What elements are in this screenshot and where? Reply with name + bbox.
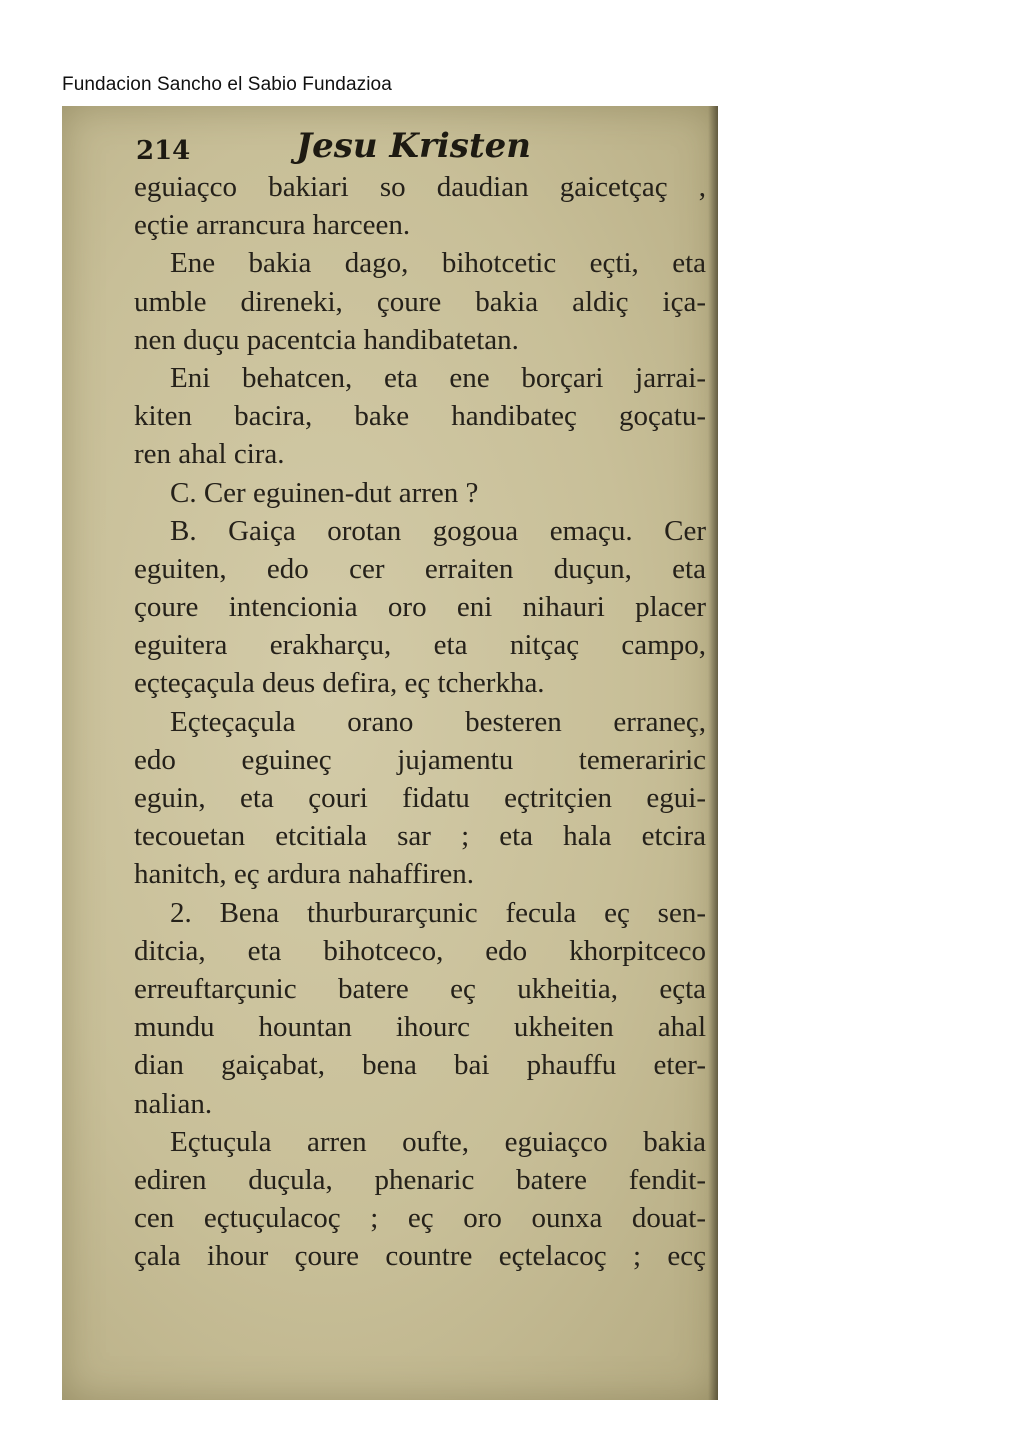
page-body-text	[134, 168, 706, 1275]
text-line: B. Gaiça orotan gogoua emaçu. Cer	[170, 514, 706, 547]
text-line: erreuftarçunic batere eç ukheitia, eçta	[134, 972, 706, 1005]
text-line: eguin, eta çouri fidatu eçtritçien egui-	[134, 782, 706, 814]
text-line: çoure intencionia oro eni nihauri placer	[134, 591, 706, 624]
text-line: nen duçu pacentcia handibatetan.	[134, 323, 519, 356]
text-line: C. Cer eguinen-dut arren ?	[170, 476, 479, 509]
page-number: 214	[136, 136, 191, 166]
text-line: umble direnеki, çoure bakia aldiç iça-	[134, 285, 706, 318]
text-line: çala ihour çoure countre eçtelacoç ; ecç	[134, 1240, 706, 1273]
text-line: mundu hountan ihourc ukheiten ahal	[134, 1011, 706, 1044]
library-credit-header: Fundacion Sancho el Sabio Fundazioa	[62, 74, 392, 95]
text-line: nalian.	[134, 1087, 213, 1120]
text-line: eguitera erakharçu, eta nitçaç campo,	[134, 629, 706, 662]
running-title: Jesu Kristen	[296, 126, 531, 166]
text-line: tecouetan etcitiala sar ; eta hala etcira	[134, 820, 706, 853]
text-line: hanitch, eç ardura nahaffiren.	[134, 858, 475, 891]
text-line: cen eçtuçulacoç ; eç oro ounxa douat-	[134, 1202, 706, 1235]
text-line: dian gaiçabat, bena bai phauffu eter-	[134, 1049, 706, 1082]
text-line: 2. Bena thurburarçunic fecula eç sen-	[170, 896, 706, 929]
text-line: Eçteçaçula orano besteren erraneç,	[170, 705, 706, 738]
text-line: eçtie arrancura harceen.	[134, 209, 411, 242]
text-line: edo eguineç jujamentu temerariric	[134, 743, 706, 776]
text-line: ren ahal cira.	[134, 438, 285, 471]
text-line: kiten bacira, bake handibateç goçatu-	[134, 400, 706, 433]
text-line: Ene bakia dago, bihotcetic eçti, eta	[170, 247, 706, 280]
text-line: ediren duçula, phenaric batere fendit-	[134, 1163, 706, 1196]
text-line: eçteçaçula deus defira, eç tcherkha.	[134, 667, 545, 700]
text-line: Eçtuçula arren oufte, eguiaçco bakia	[170, 1125, 706, 1158]
text-line: eguiaçco bakiari so daudian gaicetçaç ,	[134, 171, 706, 203]
text-line: ditcia, eta bihotceco, edo khorpitceco	[134, 934, 706, 967]
scanned-book-page	[62, 106, 718, 1400]
text-line: eguiten, edo cer erraiten duçun, eta	[134, 552, 706, 585]
text-line: Eni behatcen, eta ene borçari jarrai-	[170, 361, 706, 394]
